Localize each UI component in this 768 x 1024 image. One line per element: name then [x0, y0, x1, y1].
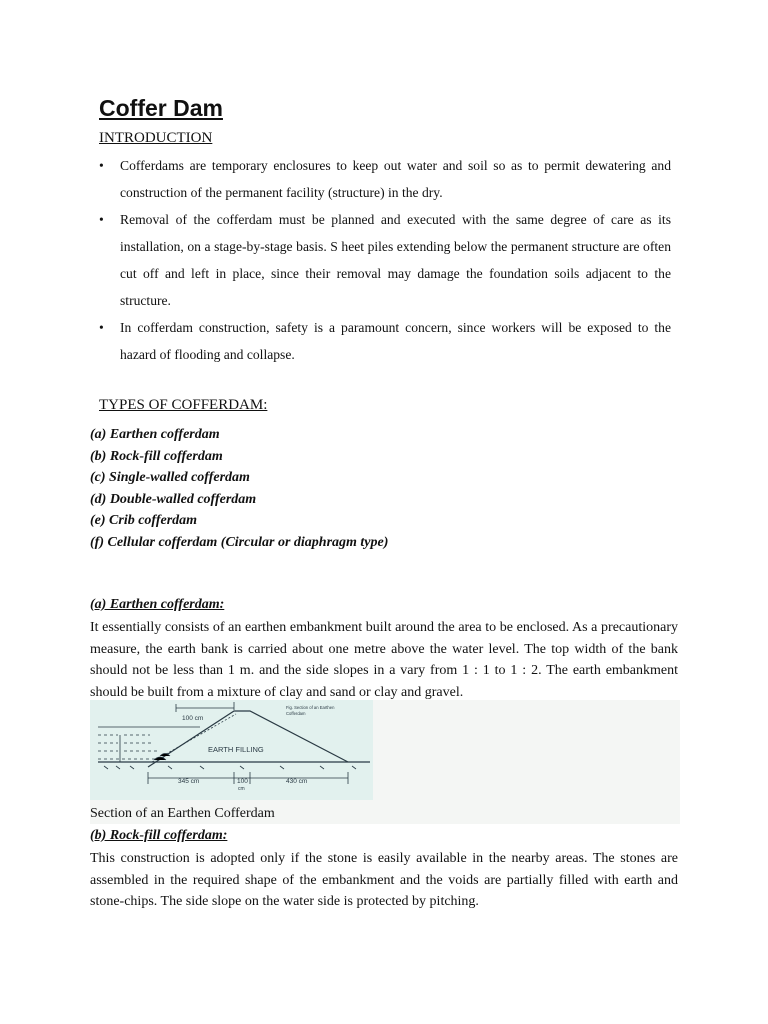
earthen-cofferdam-diagram [90, 700, 373, 800]
bullet-item: • In cofferdam construction, safety is a paramount concern, since workers will be exposed to the hazard of flooding and collapse. [99, 314, 671, 368]
earth-filling-label: EARTH FILLING [208, 745, 264, 754]
type-item: (f) Cellular cofferdam (Circular or diaphragm type) [90, 534, 389, 550]
earthen-paragraph: It essentially consists of an earthen embankment built around the area to be enclosed. As a precautionary measure, the earth bank is carried about one metre above the water level. The top width of the bank should not be less than 1 m. and the side slopes in a vary from 1 : 1 to 1 : 2. The earth embankment should be built from a mixture of clay and sand or clay and gravel. [90, 620, 678, 700]
fig-label-line2: Cofferdam [286, 711, 306, 716]
bullet-item: • Cofferdams are temporary enclosures to keep out water and soil so as to permit dewatering and construction of the permanent facility (structure) in the dry. [99, 152, 671, 206]
rockfill-heading: (b) Rock-fill cofferdam: [90, 828, 228, 843]
introduction-bullets [99, 152, 671, 368]
type-item: (b) Rock-fill cofferdam [90, 448, 223, 464]
type-item: (e) Crib cofferdam [90, 513, 198, 528]
page-title: Coffer Dam [99, 95, 223, 121]
earthen-heading: (a) Earthen cofferdam: [90, 597, 225, 612]
bullet-item: • Removal of the cofferdam must be planned and executed with the same degree of care as its installation, on a stage-by-stage basis. S heet piles extending below the permanent structure are often cut off and left in place, since their removal may damage the foundation soils adjacent to the structure. [99, 206, 671, 314]
figure-block [90, 700, 680, 824]
types-list [90, 424, 388, 553]
dim-mid-label: 100 [237, 778, 248, 785]
rockfill-paragraph: This construction is adopted only if the stone is easily available in the nearby areas. The stones are assembled in the required shape of the embankment and the voids are partially filled with earth and stone-chips. The side slope on the water side is protected by pitching. [90, 851, 678, 909]
dim-mid-unit: cm [238, 786, 245, 792]
type-item: (a) Earthen cofferdam [90, 427, 220, 442]
dim-right-label: 430 cm [286, 778, 308, 785]
fig-label-line1: Fig. Section of an Earthen [286, 705, 335, 710]
top-width-label: 100 cm [182, 715, 204, 722]
cofferdam-section-svg [90, 700, 373, 800]
type-item: (c) Single-walled cofferdam [90, 470, 250, 485]
types-heading: TYPES OF COFFERDAM: [99, 397, 268, 413]
introduction-heading: INTRODUCTION [99, 130, 213, 146]
dim-left-label: 345 cm [178, 778, 200, 785]
figure-caption: Section of an Earthen Cofferdam [90, 806, 275, 821]
type-item: (d) Double-walled cofferdam [90, 491, 257, 507]
